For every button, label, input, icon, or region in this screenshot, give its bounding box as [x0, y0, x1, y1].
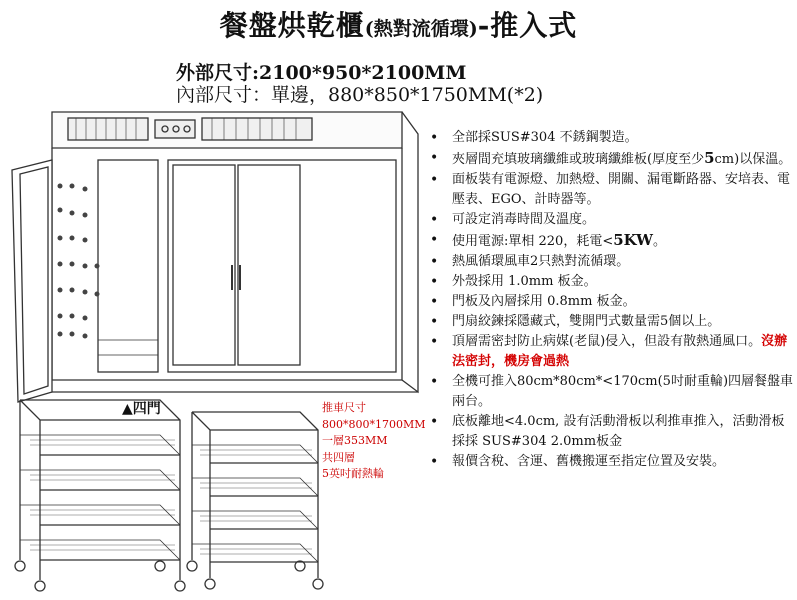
cabinet-top-panel	[52, 112, 402, 148]
title-paren: (熱對流循環)	[364, 18, 478, 40]
cart-note-line: 800*800*1700MM	[322, 417, 426, 431]
spec-item: • 可設定消毒時間及溫度。	[430, 210, 795, 230]
cart-note-line: 共四層	[322, 450, 355, 464]
cabinet-body	[45, 112, 418, 392]
spec-item: • 熱風循環風車2只熱對流循環。	[430, 252, 795, 272]
cart-note-line: 5英吋耐熱輪	[322, 467, 384, 480]
trolley-cart-right	[187, 412, 323, 589]
door-label: ▲四門	[122, 401, 161, 417]
title-main: 餐盤烘乾櫃	[219, 9, 365, 42]
spec-text: 使用電源:單相 220，耗電<	[452, 234, 614, 249]
spec-item: • 外殼採用 1.0mm 板金。	[430, 272, 795, 292]
cart-note	[322, 400, 426, 483]
spec-item: • 報價含稅、含運、舊機搬運至指定位置及安裝。	[430, 452, 795, 472]
spec-highlight: 5	[704, 149, 715, 167]
spec-item: • 全機可推入80cm*80cm*<170cm(5吋耐重輪)四層餐盤車兩台。	[430, 372, 795, 412]
cart-note-line: 推車尺寸	[322, 401, 366, 414]
spec-item: • 面板裝有電源燈、加熱燈、開關、漏電斷路器、安培表、電壓表、EGO、計時器等。	[430, 170, 795, 210]
spec-item: • 全部採SUS#304 不銹鋼製造。	[430, 128, 795, 148]
spec-highlight: 5KW	[613, 231, 654, 249]
spec-text: 頂層需密封防止病媒(老鼠)侵入，但設有散熱通風口。	[452, 334, 762, 349]
trolley-cart-left	[15, 400, 185, 591]
spec-text: 。	[653, 234, 667, 249]
spec-text: 夾層間充填玻璃纖維或玻璃纖維板(厚度至少	[452, 152, 705, 167]
title-tail: -推入式	[477, 9, 578, 42]
cabinet-open-door	[12, 160, 100, 402]
cart-note-line: 一層353MM	[322, 434, 388, 447]
spec-item: • 門板及內層採用 0.8mm 板金。	[430, 292, 795, 312]
spec-warning: 沒辦法密封，機房會過熱	[452, 334, 788, 369]
outer-dimension: 外部尺寸:2100*950*2100MM	[176, 62, 467, 84]
spec-item	[430, 332, 795, 372]
spec-text: cm)以保溫。	[714, 152, 792, 167]
inner-dimension: 內部尺寸：單邊，880*850*1750MM(*2)	[176, 84, 544, 106]
spec-item: • 門扇絞鍊採隱藏式，雙開門式數量需5個以上。	[430, 312, 795, 332]
spec-item	[430, 148, 795, 170]
spec-list	[430, 128, 795, 472]
spec-item: • 底板離地<4.0cm, 設有活動滑板以利推車推入，活動滑板採採 SUS#304 2.0mm板金	[430, 412, 795, 452]
spec-item	[430, 230, 795, 252]
